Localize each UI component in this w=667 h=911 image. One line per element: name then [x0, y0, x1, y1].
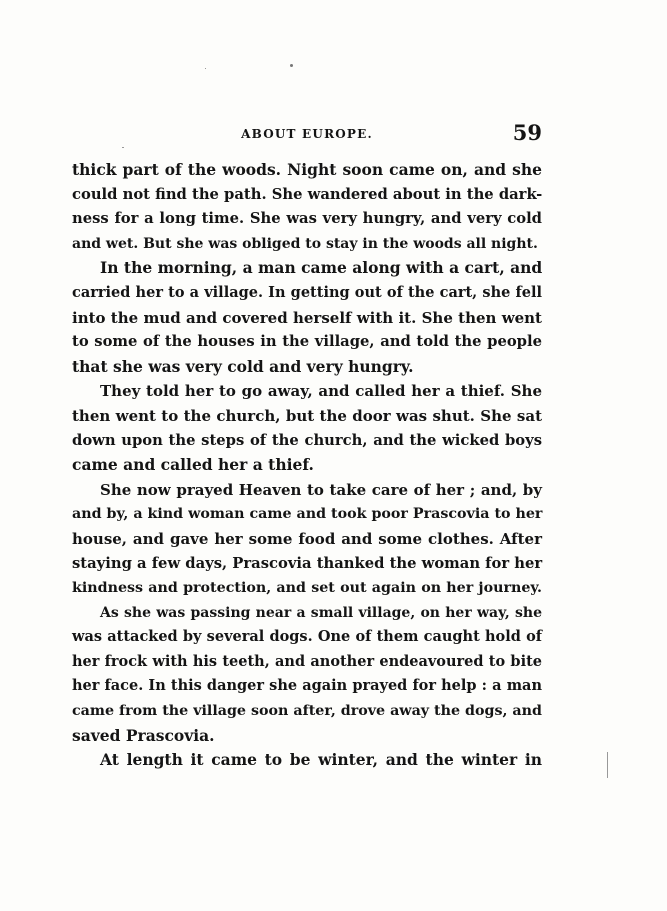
text-line: down upon the steps of the church, and the wicked boys [72, 431, 542, 449]
text-line: saved Prascovia. [72, 725, 215, 745]
text-line: and by, a kind woman came and took poor Prascovia to her [72, 506, 543, 523]
text-line: She now prayed Heaven to take care of her ; and, by [100, 480, 542, 499]
paper-speck [205, 68, 206, 69]
text-line: came and called her a thief. [72, 455, 314, 475]
page-number: 59 [512, 120, 542, 145]
text-line: that she was very cold and very hungry. [72, 356, 414, 376]
text-line: At length it came to be winter, and the winter in [100, 750, 542, 770]
margin-mark [607, 752, 608, 778]
text-line: kindness and protection, and set out again on her journey. [72, 580, 542, 597]
text-line: came from the village soon after, drove away the dogs, and [72, 703, 542, 720]
text-line: carried her to a village. In getting out of the cart, she fell [72, 283, 542, 301]
text-line: They told her to go away, and called her a thief. She [100, 382, 542, 401]
text-line: As she was passing near a small village, on her way, she [100, 604, 542, 621]
text-line: In the morning, a man came along with a cart, and [100, 258, 543, 278]
page-header [72, 120, 542, 150]
paper-speck [290, 64, 293, 67]
text-line: into the mud and covered herself with it. She then went [72, 308, 542, 327]
text-line: ness for a long time. She was very hungry, and very cold [72, 210, 542, 228]
text-line: her frock with his teeth, and another endeavoured to bite [72, 652, 542, 670]
text-line: then went to the church, but the door was shut. She sat [72, 406, 542, 425]
text-line: could not find the path. She wandered about in the dark- [72, 185, 543, 203]
text-line: thick part of the woods. Night soon came on, and she [72, 160, 542, 179]
text-line: was attacked by several dogs. One of them caught hold of [72, 628, 542, 646]
running-title: ABOUT EUROPE. [241, 127, 373, 141]
text-line: and wet. But she was obliged to stay in the woods all night. [72, 235, 538, 252]
body-text [72, 158, 542, 773]
text-line: staying a few days, Prascovia thanked the woman for her [72, 554, 543, 572]
text-line: her face. In this danger she again prayed for help : a man [72, 677, 542, 695]
text-line: house, and gave her some food and some clothes. After [72, 529, 542, 548]
text-line: to some of the houses in the village, and told the people [72, 333, 542, 351]
